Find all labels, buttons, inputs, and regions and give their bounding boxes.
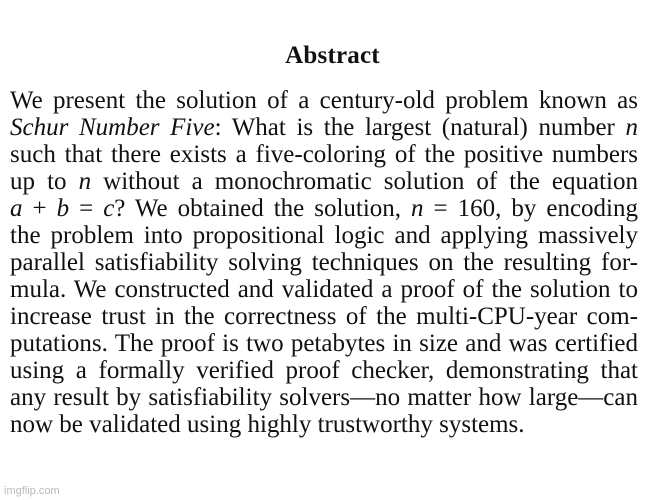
text-run: We present the solution of a century-old problem known as [10,87,638,114]
imgflip-watermark: imgflip.com [4,485,60,497]
abstract-line-7 [10,249,638,276]
text-run: putations. The proof is two petabytes in size and was certified [10,330,638,357]
text-run: mula. We constructed and validated a proof of the solution to [10,276,638,303]
text-run: any result by satisfiability solvers—no matter how large—can [10,384,638,411]
abstract-line-10 [10,330,638,357]
abstract-line-4 [10,168,638,195]
text-run: using a formally verified proof checker, demonstrating that [10,357,638,384]
math-variable: n [625,114,639,141]
abstract-line-13 [10,411,638,438]
abstract-body [10,87,638,438]
text-run: ? We obtained the solution, [114,195,412,222]
math-operator: + [22,195,57,222]
math-variable: b [56,195,70,222]
math-variable: n [411,195,424,222]
abstract-line-2 [10,114,638,141]
text-run: without a monochromatic solution of the equation [91,168,638,195]
abstract-line-12 [10,384,638,411]
abstract-line-1 [10,87,638,114]
math-variable: c [103,195,115,222]
text-run: : What is the largest (natural) number [214,114,626,141]
math-variable: n [78,168,92,195]
text-run-italic: Schur Number Five [10,114,215,141]
abstract-line-8 [10,276,638,303]
abstract-line-11 [10,357,638,384]
text-run: up to [10,168,79,195]
math-operator: = [69,195,104,222]
text-run: now be validated using highly trustworthy systems. [10,411,525,438]
abstract-line-9 [10,303,638,330]
text-run: such that there exists a five-coloring of the positive numbers [10,141,638,168]
abstract-heading: Abstract [285,42,380,69]
math-variable: a [10,195,23,222]
text-run: = 160, by encoding [423,195,639,222]
text-run: the problem into propositional logic and applying massively [10,222,638,249]
abstract-line-6 [10,222,638,249]
text-run: increase trust in the correctness of the multi-CPU-year com- [10,303,638,330]
abstract-line-5 [10,195,638,222]
text-run: parallel satisfiability solving techniques on the resulting for- [10,249,638,276]
abstract-line-3 [10,141,638,168]
